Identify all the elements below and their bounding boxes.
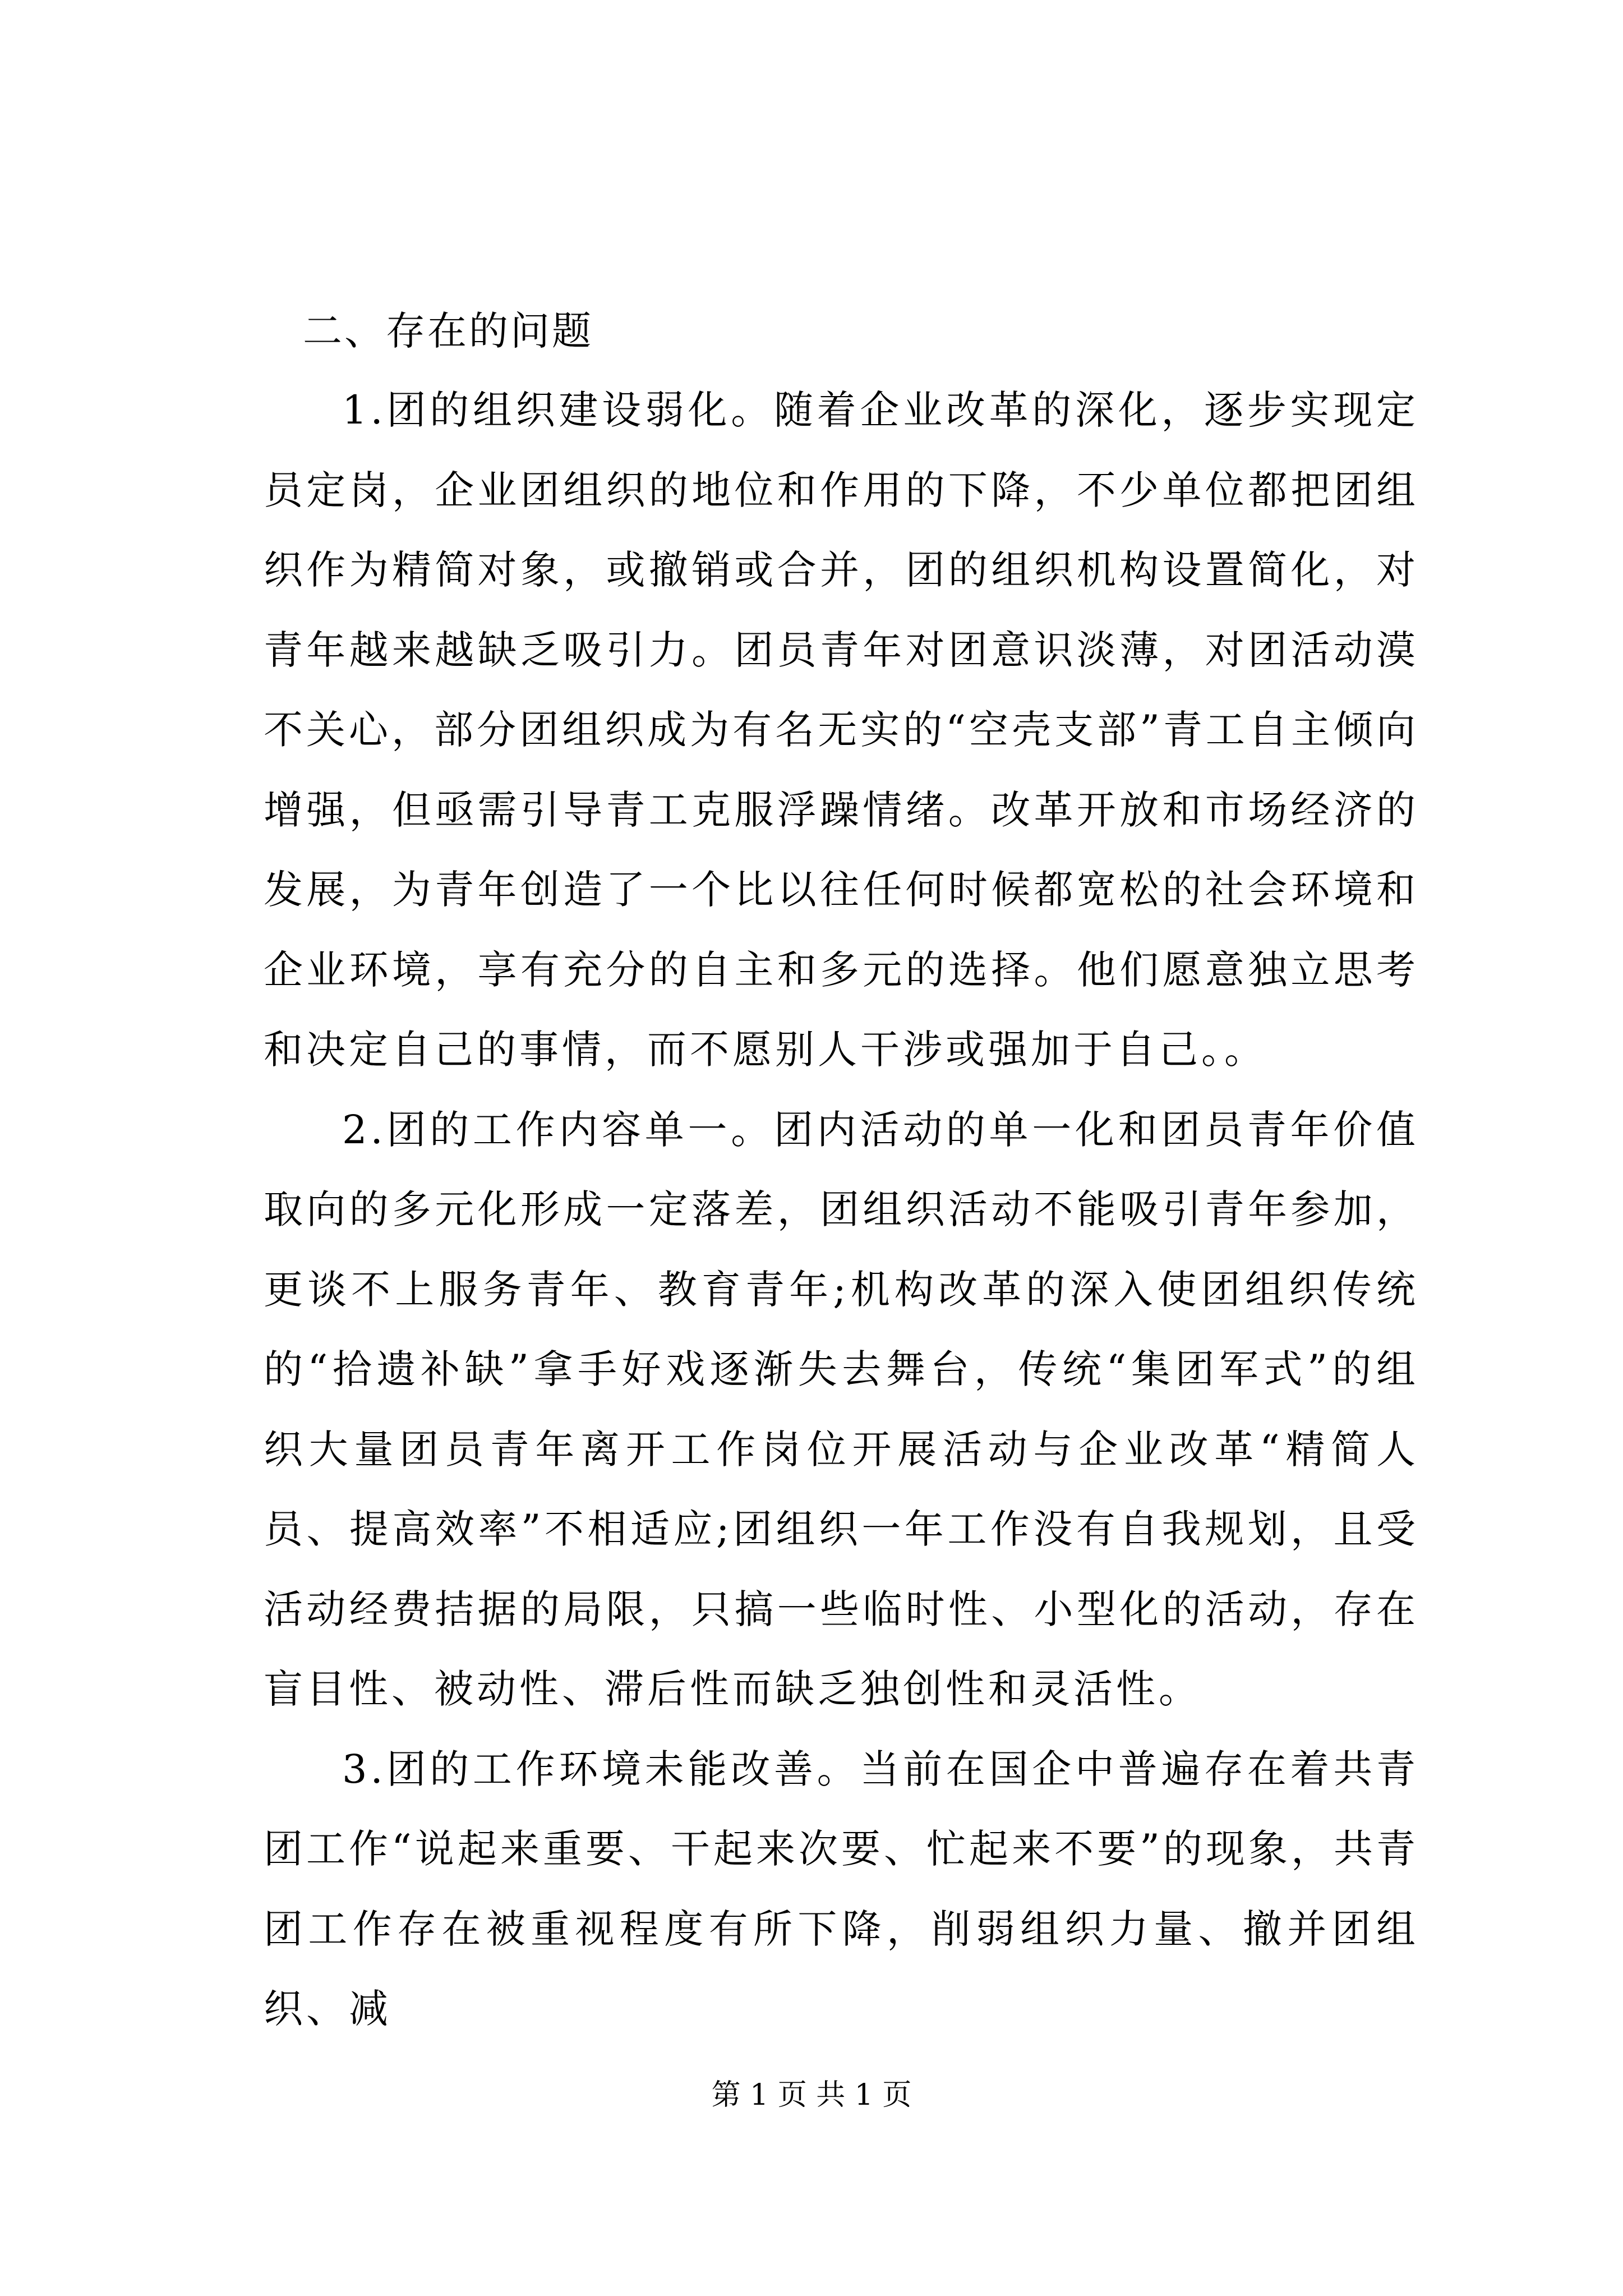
page-footer: 第 1 页 共 1 页 [711,2078,912,2112]
paragraph-2: 2.团的工作内容单一。团内活动的单一化和团员青年价值取向的多元化形成一定落差，团组织活动不能吸引青年参加，更谈不上服务青年、教育青年;机构改革的深入使团组织传统的“拾遗补缺”拿手好戏逐渐失去舞台，传统“集团军式”的组织大量团员青年离开工作岗位开展活动与企业改革“精简人员、提高效率”不相适应;团组织一年工作没有自我规划，且受活动经费拮据的局限，只搞一些临时性、小型化的活动，存在盲目性、被动性、滞后性而缺乏独创性和灵活性。 [264,1106,1419,1712]
paragraph-3: 3.团的工作环境未能改善。当前在国企中普遍存在着共青团工作“说起来重要、干起来次要、忙起来不要”的现象，共青团工作存在被重视程度有所下降，削弱组织力量、撤并团组织、减 [264,1746,1419,2032]
section-heading: 二、存在的问题 [303,308,593,354]
document-body [264,292,1419,2049]
paragraph-1: 1.团的组织建设弱化。随着企业改革的深化，逐步实现定员定岗，企业团组织的地位和作用的下降，不少单位都把团组织作为精简对象，或撤销或合并，团的组织机构设置简化，对青年越来越缺乏吸引力。团员青年对团意识淡薄，对团活动漠不关心，部分团组织成为有名无实的“空壳支部”青工自主倾向增强，但亟需引导青工克服浮躁情绪。改革开放和市场经济的发展，为青年创造了一个比以往任何时候都宽松的社会环境和企业环境，享有充分的自主和多元的选择。他们愿意独立思考和决定自己的事情，而不愿别人干涉或强加于自己。。 [264,387,1419,1073]
